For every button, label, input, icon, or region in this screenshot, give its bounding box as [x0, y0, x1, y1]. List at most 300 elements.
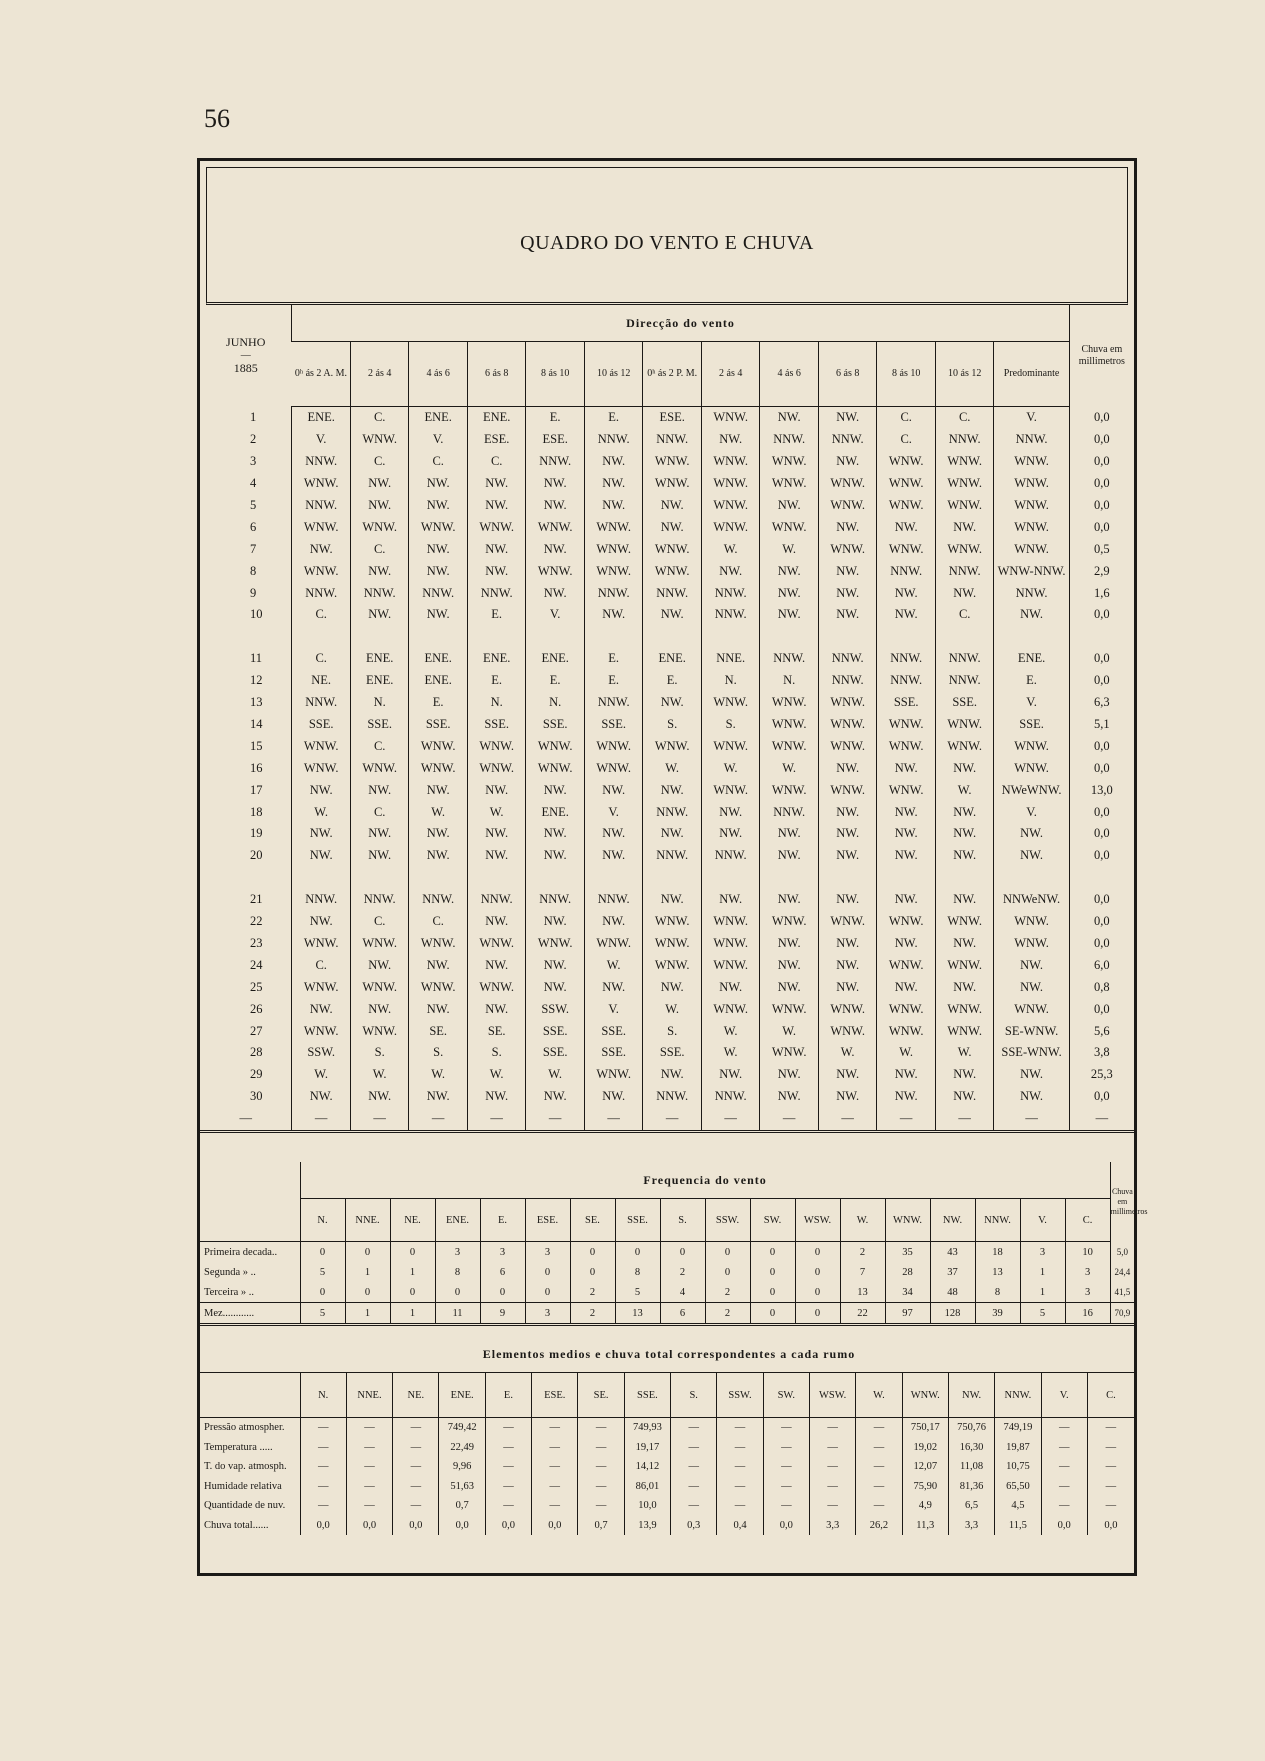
- direction-cell: SSE-WNW.: [994, 1042, 1069, 1064]
- table-row: [200, 779, 1134, 801]
- elements-row: [200, 1516, 1134, 1536]
- direction-cell: NW.: [467, 954, 526, 976]
- direction-cell: C.: [350, 407, 409, 429]
- freq-cell: 3: [1065, 1262, 1110, 1282]
- hour-header: 0ʰ ás 2 P. M.: [643, 342, 702, 407]
- direction-column-header: SSW.: [717, 1373, 763, 1418]
- freq-corner: [200, 1162, 300, 1199]
- freq-cell: 0: [525, 1282, 570, 1303]
- direction-column-header: SW.: [750, 1199, 795, 1242]
- element-cell: 750,17: [902, 1418, 948, 1438]
- freq-cell: 7: [840, 1262, 885, 1282]
- element-cell: 4,5: [995, 1496, 1041, 1516]
- hour-header: 4 ás 6: [760, 342, 819, 407]
- direction-cell: WNW.: [292, 757, 351, 779]
- direction-cell: WNW.: [877, 1020, 936, 1042]
- element-cell: 750,76: [948, 1418, 994, 1438]
- freq-cell: 13: [615, 1303, 660, 1325]
- elements-row: [200, 1457, 1134, 1477]
- element-cell: —: [1041, 1457, 1087, 1477]
- direction-cell: NW.: [818, 604, 877, 626]
- direction-cell: V.: [994, 692, 1069, 714]
- element-cell: —: [532, 1418, 578, 1438]
- direction-cell: WNW.: [935, 911, 994, 933]
- direction-cell: NW.: [584, 976, 643, 998]
- direction-cell: NW.: [701, 560, 760, 582]
- element-cell: —: [393, 1418, 439, 1438]
- direction-cell: SSE.: [584, 1042, 643, 1064]
- dash-cell: —: [200, 1108, 292, 1131]
- freq-cell: 0: [300, 1242, 345, 1263]
- element-cell: 51,63: [439, 1477, 485, 1497]
- direction-cell: W.: [935, 779, 994, 801]
- dash-cell: —: [994, 1108, 1069, 1131]
- direction-cell: NNW.: [292, 582, 351, 604]
- table-row: [200, 1086, 1134, 1108]
- direction-cell: WNW.: [760, 1042, 819, 1064]
- freq-cell: 2: [840, 1242, 885, 1263]
- direction-cell: NW.: [409, 495, 468, 517]
- row-label: Segunda » ..: [204, 1266, 256, 1278]
- element-cell: 26,2: [856, 1516, 902, 1536]
- direction-cell: NW.: [935, 801, 994, 823]
- freq-cell: 0: [435, 1282, 480, 1303]
- direction-cell: WNW.: [526, 516, 585, 538]
- direction-cell: V.: [994, 801, 1069, 823]
- freq-cell: 0: [390, 1282, 435, 1303]
- direction-cell: NW.: [877, 582, 936, 604]
- table-row: [200, 560, 1134, 582]
- element-cell: 86,01: [624, 1477, 670, 1497]
- element-cell: 11,3: [902, 1516, 948, 1536]
- spacer-cell: [350, 867, 409, 889]
- direction-cell: WNW.: [292, 933, 351, 955]
- rain-cell: 0,5: [1069, 538, 1134, 560]
- element-cell: —: [671, 1457, 717, 1477]
- day-cell: 18: [250, 804, 263, 819]
- day-cell: 26: [250, 1001, 263, 1016]
- element-cell: —: [578, 1438, 624, 1458]
- month-dash: —: [240, 350, 251, 362]
- element-cell: —: [1041, 1438, 1087, 1458]
- freq-cell: 2: [570, 1282, 615, 1303]
- direction-cell: WNW.: [818, 735, 877, 757]
- element-cell: 0,4: [717, 1516, 763, 1536]
- direction-cell: WNW.: [994, 757, 1069, 779]
- table-row: [200, 648, 1134, 670]
- direction-cell: WNW.: [994, 538, 1069, 560]
- rain-cell: 25,3: [1069, 1064, 1134, 1086]
- direction-cell: WNW.: [760, 911, 819, 933]
- day-cell: 2: [250, 432, 257, 447]
- spacer-cell: [994, 867, 1069, 889]
- direction-cell: NNW.: [409, 889, 468, 911]
- dash-cell: —: [292, 1108, 351, 1131]
- direction-cell: W.: [467, 801, 526, 823]
- spacer-cell: [526, 867, 585, 889]
- spacer-cell: [292, 867, 351, 889]
- direction-cell: NW.: [994, 845, 1069, 867]
- direction-cell: NNW.: [877, 560, 936, 582]
- direction-cell: NNW.: [760, 648, 819, 670]
- freq-header-row-2: [200, 1199, 1134, 1242]
- element-cell: —: [763, 1438, 809, 1458]
- element-cell: 14,12: [624, 1457, 670, 1477]
- table-row: [200, 735, 1134, 757]
- element-cell: 749,93: [624, 1418, 670, 1438]
- direction-cell: NNW.: [292, 692, 351, 714]
- direction-cell: V.: [584, 998, 643, 1020]
- element-cell: 4,9: [902, 1496, 948, 1516]
- direction-cell: SSE.: [935, 692, 994, 714]
- hour-header: 2 ás 4: [350, 342, 409, 407]
- direction-cell: ENE.: [467, 407, 526, 429]
- direction-cell: WNW.: [994, 735, 1069, 757]
- direction-cell: WNW.: [467, 516, 526, 538]
- direction-cell: NNW.: [292, 889, 351, 911]
- direction-column-header: N.: [300, 1373, 346, 1418]
- element-cell: —: [1041, 1496, 1087, 1516]
- spacer-cell: [935, 626, 994, 648]
- spacer-cell: [409, 626, 468, 648]
- element-cell: 22,49: [439, 1438, 485, 1458]
- year-label: 1885: [233, 361, 258, 376]
- element-cell: 9,96: [439, 1457, 485, 1477]
- elements-corner: [200, 1373, 300, 1418]
- direction-cell: E.: [584, 407, 643, 429]
- freq-cell: 16: [1065, 1303, 1110, 1325]
- element-cell: 0,0: [300, 1516, 346, 1536]
- row-label: Primeira decada..: [204, 1246, 278, 1258]
- direction-cell: W.: [818, 1042, 877, 1064]
- direction-cell: WNW.: [350, 976, 409, 998]
- freq-cell: 3: [1065, 1282, 1110, 1303]
- dash-cell: —: [584, 1108, 643, 1131]
- freq-cell: 0: [795, 1262, 840, 1282]
- direction-cell: WNW.: [818, 911, 877, 933]
- direction-cell: C.: [350, 801, 409, 823]
- freq-cell: 1: [345, 1303, 390, 1325]
- direction-cell: NW.: [994, 1086, 1069, 1108]
- direction-cell: NW.: [467, 473, 526, 495]
- direction-cell: NW.: [526, 538, 585, 560]
- direction-cell: NW.: [584, 779, 643, 801]
- direction-cell: NNW.: [701, 1086, 760, 1108]
- direction-cell: WNW.: [467, 933, 526, 955]
- element-cell: 0,0: [485, 1516, 531, 1536]
- freq-cell: 1: [1020, 1282, 1065, 1303]
- direction-cell: NW.: [877, 1086, 936, 1108]
- direction-cell: NW.: [292, 911, 351, 933]
- header-row-1: [200, 305, 1134, 342]
- direction-cell: C.: [350, 538, 409, 560]
- element-cell: —: [717, 1457, 763, 1477]
- direction-cell: W.: [409, 801, 468, 823]
- direction-cell: NNW.: [701, 604, 760, 626]
- element-cell: —: [856, 1496, 902, 1516]
- freq-cell: 35: [885, 1242, 930, 1263]
- direction-cell: WNW.: [467, 757, 526, 779]
- direction-cell: NNW.: [292, 495, 351, 517]
- rain-cell: 0,0: [1069, 757, 1134, 779]
- freq-cell: 37: [930, 1262, 975, 1282]
- direction-cell: E.: [994, 670, 1069, 692]
- day-cell: 5: [250, 498, 257, 512]
- freq-cell: 0: [525, 1262, 570, 1282]
- direction-cell: WNW.: [877, 954, 936, 976]
- direction-cell: NE.: [292, 670, 351, 692]
- dash-cell: —: [643, 1108, 702, 1131]
- direction-column-header: C.: [1065, 1199, 1110, 1242]
- element-cell: —: [346, 1457, 392, 1477]
- direction-cell: WNW.: [701, 735, 760, 757]
- direction-cell: NNW.: [701, 845, 760, 867]
- direction-cell: NW.: [818, 407, 877, 429]
- freq-cell: 6: [480, 1262, 525, 1282]
- freq-cell: 28: [885, 1262, 930, 1282]
- element-cell: 0,7: [578, 1516, 624, 1536]
- direction-cell: E.: [467, 670, 526, 692]
- direction-cell: NW.: [350, 823, 409, 845]
- wind-direction-table: [200, 305, 1134, 1133]
- freq-cell: 8: [615, 1262, 660, 1282]
- element-cell: 81,36: [948, 1477, 994, 1497]
- element-cell: 0,0: [1087, 1516, 1134, 1536]
- element-cell: 749,42: [439, 1418, 485, 1438]
- direction-cell: W.: [643, 757, 702, 779]
- direction-cell: W.: [292, 1064, 351, 1086]
- day-cell: 12: [250, 673, 263, 688]
- direction-cell: NW.: [643, 1064, 702, 1086]
- direction-cell: NW.: [409, 823, 468, 845]
- direction-cell: SSE.: [350, 714, 409, 736]
- direction-cell: WNW.: [935, 735, 994, 757]
- direction-cell: NW.: [701, 429, 760, 451]
- direction-cell: NW.: [526, 954, 585, 976]
- direction-column-header: ESE.: [532, 1373, 578, 1418]
- direction-cell: WNW.: [935, 998, 994, 1020]
- direction-cell: NNW.: [584, 692, 643, 714]
- direction-column-header: V.: [1041, 1373, 1087, 1418]
- hour-header: 10 ás 12: [935, 342, 994, 407]
- direction-cell: SE.: [409, 1020, 468, 1042]
- day-cell: 21: [250, 892, 263, 907]
- rain-cell: 1,6: [1069, 582, 1134, 604]
- element-cell: —: [809, 1418, 855, 1438]
- direction-cell: NW.: [409, 779, 468, 801]
- element-cell: —: [763, 1418, 809, 1438]
- spacer-row: [200, 867, 1134, 889]
- direction-cell: WNW.: [643, 560, 702, 582]
- direction-cell: NW.: [409, 473, 468, 495]
- dash-cell: —: [935, 1108, 994, 1131]
- rain-cell: 0,0: [1069, 407, 1134, 429]
- table-row: [200, 538, 1134, 560]
- direction-cell: NW.: [409, 845, 468, 867]
- direction-cell: NNW.: [877, 670, 936, 692]
- freq-cell: 128: [930, 1303, 975, 1325]
- element-cell: 19,17: [624, 1438, 670, 1458]
- direction-cell: C.: [467, 451, 526, 473]
- element-cell: 6,5: [948, 1496, 994, 1516]
- direction-cell: WNW.: [643, 451, 702, 473]
- direction-cell: C.: [877, 429, 936, 451]
- direction-column-header: NE.: [390, 1199, 435, 1242]
- element-cell: —: [393, 1457, 439, 1477]
- table-row: [200, 670, 1134, 692]
- row-label: T. do vap. atmosph.: [204, 1461, 287, 1473]
- direction-cell: W.: [643, 998, 702, 1020]
- direction-cell: NNW.: [760, 429, 819, 451]
- element-cell: —: [1087, 1438, 1134, 1458]
- direction-cell: NNW.: [935, 429, 994, 451]
- freq-cell: 0: [345, 1282, 390, 1303]
- direction-cell: WNW.: [584, 1064, 643, 1086]
- direction-cell: NW.: [526, 1086, 585, 1108]
- direction-cell: NW.: [350, 954, 409, 976]
- element-cell: —: [763, 1457, 809, 1477]
- freq-cell: 0: [750, 1303, 795, 1325]
- freq-cell: 8: [975, 1282, 1020, 1303]
- freq-cell: 0: [795, 1303, 840, 1325]
- direction-cell: NW.: [935, 845, 994, 867]
- element-cell: 0,0: [1041, 1516, 1087, 1536]
- direction-cell: NNW.: [643, 801, 702, 823]
- direction-column-header: E.: [485, 1373, 531, 1418]
- direction-cell: S.: [643, 714, 702, 736]
- direction-cell: SSE.: [526, 1020, 585, 1042]
- row-label: Mez............: [200, 1303, 300, 1325]
- direction-cell: C.: [409, 911, 468, 933]
- freq-row: [200, 1282, 1134, 1303]
- elements-row: [200, 1438, 1134, 1458]
- direction-cell: NNW.: [643, 845, 702, 867]
- direction-cell: WNW.: [701, 407, 760, 429]
- direction-cell: NW.: [292, 538, 351, 560]
- element-cell: —: [532, 1457, 578, 1477]
- direction-cell: NW.: [584, 604, 643, 626]
- direction-cell: W.: [701, 1042, 760, 1064]
- title-area: [206, 167, 1128, 305]
- spacer-cell: [350, 626, 409, 648]
- freq-cell: 34: [885, 1282, 930, 1303]
- freq-cell: 3: [480, 1242, 525, 1263]
- rain-cell: 6,3: [1069, 692, 1134, 714]
- freq-cell: 97: [885, 1303, 930, 1325]
- direction-cell: NNW.: [760, 801, 819, 823]
- direction-cell: NNW.: [584, 582, 643, 604]
- freq-rain-cell: 70,9: [1110, 1303, 1134, 1325]
- rain-cell: 0,8: [1069, 976, 1134, 998]
- day-cell: 14: [250, 717, 263, 732]
- row-label: Quantidade de nuv.: [204, 1500, 286, 1512]
- rain-cell: 6,0: [1069, 954, 1134, 976]
- direction-cell: NW.: [292, 1086, 351, 1108]
- direction-column-header: W.: [856, 1373, 902, 1418]
- direction-column-header: ENE.: [439, 1373, 485, 1418]
- direction-cell: WNW.: [350, 516, 409, 538]
- direction-cell: N.: [526, 692, 585, 714]
- elements-header-row-1: [200, 1336, 1134, 1373]
- freq-cell: 0: [660, 1242, 705, 1263]
- day-cell: 17: [250, 782, 263, 797]
- spacer-cell: [877, 867, 936, 889]
- freq-cell: 0: [570, 1242, 615, 1263]
- direction-cell: ENE.: [526, 648, 585, 670]
- direction-cell: WNW.: [584, 757, 643, 779]
- direction-cell: NW.: [877, 933, 936, 955]
- direction-cell: WNW.: [292, 735, 351, 757]
- element-cell: —: [717, 1438, 763, 1458]
- freq-cell: 10: [1065, 1242, 1110, 1263]
- element-cell: 0,0: [532, 1516, 578, 1536]
- direction-column-header: WNW.: [902, 1373, 948, 1418]
- rain-cell: 0,0: [1069, 451, 1134, 473]
- freq-cell: 0: [795, 1242, 840, 1263]
- direction-cell: ENE.: [467, 648, 526, 670]
- table-row: [200, 516, 1134, 538]
- direction-cell: NW.: [935, 757, 994, 779]
- element-cell: —: [671, 1438, 717, 1458]
- row-label: Humidade relativa: [204, 1480, 282, 1492]
- direction-cell: N.: [701, 670, 760, 692]
- spacer-cell: [467, 626, 526, 648]
- direction-cell: S.: [409, 1042, 468, 1064]
- element-cell: —: [1087, 1457, 1134, 1477]
- table-row: [200, 429, 1134, 451]
- direction-cell: NW.: [877, 757, 936, 779]
- direction-cell: NW.: [760, 954, 819, 976]
- direction-cell: NW.: [760, 582, 819, 604]
- direction-cell: WNW.: [818, 692, 877, 714]
- direction-cell: NW.: [584, 473, 643, 495]
- dash-cell: —: [701, 1108, 760, 1131]
- element-cell: 16,30: [948, 1438, 994, 1458]
- direction-cell: WNW.: [818, 779, 877, 801]
- direction-cell: C.: [877, 407, 936, 429]
- direction-cell: WNW.: [877, 998, 936, 1020]
- rain-cell: 0,0: [1069, 911, 1134, 933]
- spacer-cell: [643, 867, 702, 889]
- rain-cell: 0,0: [1069, 495, 1134, 517]
- freq-cell: 0: [480, 1282, 525, 1303]
- direction-cell: V.: [994, 407, 1069, 429]
- direction-cell: ENE.: [350, 648, 409, 670]
- day-cell: 20: [250, 848, 263, 863]
- direction-cell: NNW.: [409, 582, 468, 604]
- elements-header-row-2: [200, 1373, 1134, 1418]
- direction-cell: SSE.: [409, 714, 468, 736]
- direction-cell: WNW.: [701, 451, 760, 473]
- rain-cell: 0,0: [1069, 516, 1134, 538]
- direction-column-header: SSE.: [624, 1373, 670, 1418]
- freq-cell: 2: [705, 1282, 750, 1303]
- freq-cell: 1: [1020, 1262, 1065, 1282]
- freq-cell: 0: [795, 1282, 840, 1303]
- direction-cell: ESE.: [643, 407, 702, 429]
- element-cell: —: [485, 1457, 531, 1477]
- direction-cell: NW.: [994, 1064, 1069, 1086]
- direction-cell: WNW.: [935, 954, 994, 976]
- elements-row: [200, 1496, 1134, 1516]
- direction-cell: E.: [643, 670, 702, 692]
- direction-cell: NW.: [526, 823, 585, 845]
- freq-cell: 0: [570, 1262, 615, 1282]
- element-cell: 12,07: [902, 1457, 948, 1477]
- rain-cell: 0,0: [1069, 648, 1134, 670]
- direction-cell: NW.: [643, 516, 702, 538]
- direction-cell: NNW.: [526, 889, 585, 911]
